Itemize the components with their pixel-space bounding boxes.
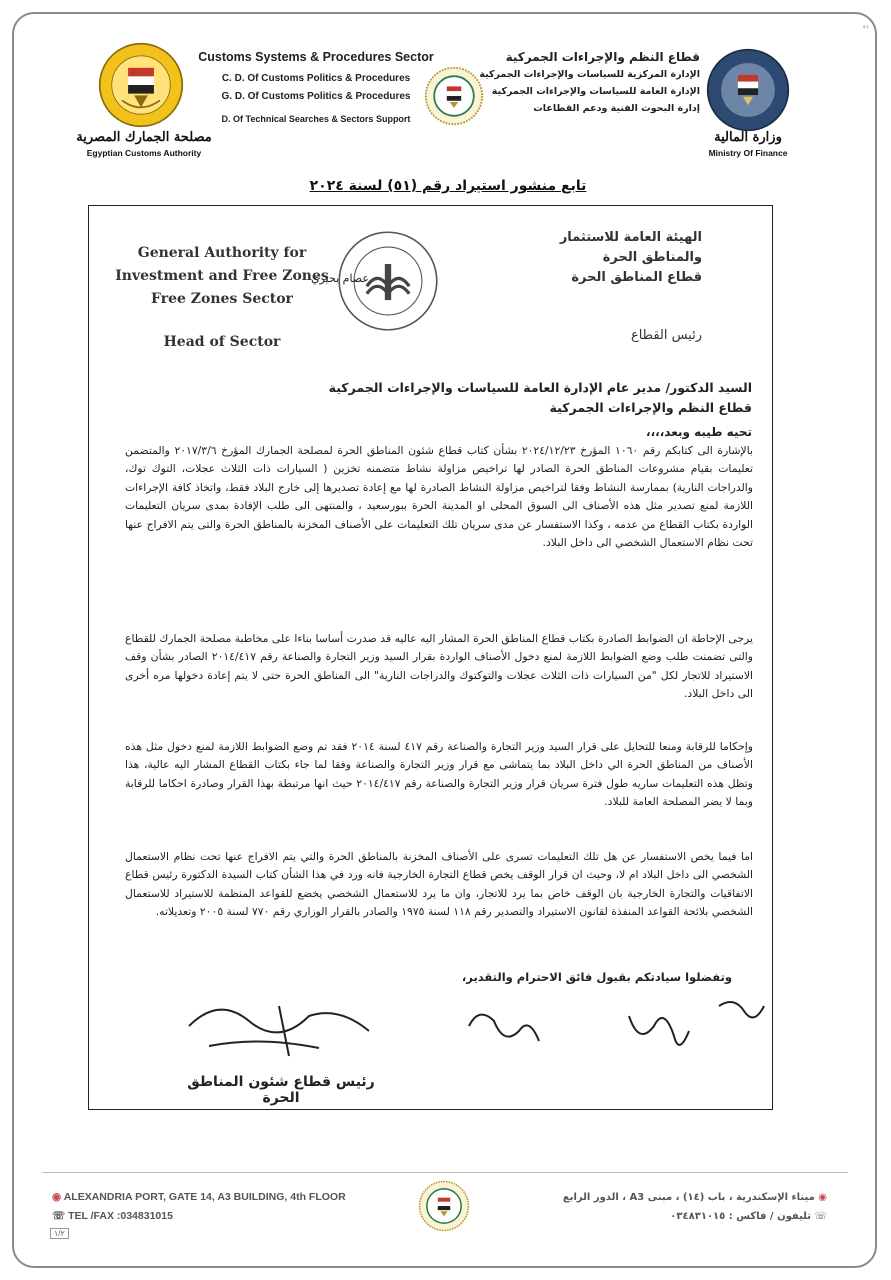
paragraph-1: بالإشارة الى كتابكم رقم ١٠٦٠ المؤرخ ٢٠٢٤/١٢/٢٣ بشأن كتاب قطاع شئون المناطق الحرة لمصلحة الجمارك المؤرخ ٢٠١٧/٣/٦ والمتضمن تعليمات بقيام مشروعات المناطق الحرة الصادر لها تراخيص مزاولة نشاط متضمنه تخزين ( السيارات ذات الثلاث عجلات، التوك توك، والدراجات النارية) بممارسة النشاط وفقا لتراخيص مزاولة النشاط الصادرة لها مع إعادة تصديرها إلى خارج البلاد فقط، واتخاذ كافة الإجراءات اللازمة لمنع تصدير مثل هذه الأصناف الى السوق المحلى او المدينة الحرة ببورسعيد ، والمنتهى الى طلب الإفادة بمدى سريان التعليمات الواردة بكتاب القطاع من عدمه ، وكذا الاستفسار عن مدى سريان تلك التعليمات على الأصناف المخزنة بالمناطق الحرة والتى يتم الافراج عنها تحت نظام الاستعمال الشخصي الى داخل البلاد. [125, 444, 753, 550]
signer-name: عصام بحيري [311, 272, 369, 285]
signature-2 [469, 1015, 539, 1041]
sector-name-en: Customs Systems & Procedures Sector [198, 50, 434, 64]
footer-arabic [527, 1188, 827, 1226]
corner-mark: ‹‹ [862, 22, 869, 31]
phone-icon-ar: ☏ [814, 1211, 827, 1222]
phone-icon: ☏ [52, 1210, 66, 1222]
letterhead-en-line-2: Investment and Free Zones [115, 268, 329, 284]
addressee [132, 378, 752, 418]
general-department-ar: الإدارة العامة للسياسات والإجراءات الجمركية [491, 86, 700, 97]
ministry-name-en: Ministry Of Finance [708, 148, 788, 158]
central-department-ar: الإدارة المركزية للسياسات والإجراءات الجمركية [479, 69, 700, 80]
page-number: ١/٢ [50, 1228, 69, 1239]
head-of-sector-en: Head of Sector [163, 334, 281, 350]
letterhead-ar-line-2: والمناطق الحرة [602, 250, 702, 265]
scanned-letter [88, 205, 773, 1110]
paragraph-4: اما فيما يخص الاستفسار عن هل تلك التعليمات تسرى على الأصناف المخزنة بالمناطق الحرة والتي يتم الافراج عنها تحت نظام الاستعمال الشخصي الى داخل البلاد ام لا، وحيث ان قرار الوقف يخص قطاع التجارة الخارجية فانه ورد في هذا الشأن كتاب السيدة الدكتورة رئيس قطاع الاتفاقيات والتجارة الخارجية بان الوقف خاص بما يرد للاتجار، وان ما يرد للاستعمال الشخصي يخضع للقواعد المنظمة للاستيراد للاستعمال الشخصي بلائحة القواعد المنفذة لقانون الاستيراد والتصدير رقم ١١٨ لسنة ١٩٧٥ والصادر بالقرار الوزاري رقم ٧٧٠ لسنة ٢٠٠٥ وتعديلاته. [125, 850, 753, 919]
circular-title: تابع منشور استيراد رقم (٥١) لسنة ٢٠٢٤ [309, 178, 587, 194]
letterhead-english [107, 242, 337, 354]
closing-line: وتفضلوا سيادتكم بقبول فائق الاحترام والتقدير، [461, 970, 732, 984]
signer-title: رئيس قطاع شئون المناطق الحرة [187, 1074, 375, 1106]
ministry-name-ar: وزارة المالية [714, 130, 782, 145]
letterhead-arabic [522, 228, 702, 346]
customs-authority-name-en: Egyptian Customs Authority [86, 148, 202, 158]
sector-name-ar: قطاع النظم والإجراءات الجمركية [505, 50, 700, 64]
addressee-line-2: قطاع النظم والإجراءات الجمركية [549, 400, 752, 415]
technical-department-ar: إدارة البحوث الفنية ودعم القطاعات [533, 103, 700, 114]
addressee-line-1: السيد الدكتور/ مدير عام الإدارة العامة للسياسات والإجراءات الجمركية [328, 380, 752, 395]
footer-address-ar: ميناء الإسكندرية ، باب (١٤) ، مبنى A3 ، الدور الرابع [562, 1192, 815, 1203]
ministry-of-finance-logo [706, 48, 790, 132]
central-department-en: C. D. Of Customs Politics & Procedures [221, 73, 411, 84]
customs-authority-name-ar: مصلحة الجمارك المصرية [76, 130, 212, 145]
signature-3 [629, 1016, 689, 1045]
footer-address-en: ALEXANDRIA PORT, GATE 14, A3 BUILDING, 4th FLOOR [63, 1191, 346, 1203]
signature-4 [719, 1002, 764, 1017]
letterhead-ar-line-1: الهيئة العامة للاستثمار [559, 230, 702, 245]
paragraph-2: يرجى الإحاطة ان الضوابط الصادرة بكتاب قطاع المناطق الحرة المشار اليه عاليه قد صدرت أساسا بناءا على مخاطبة مصلحة الجمارك للقطاع والتى تضمنت طلب وضع الضوابط اللازمة لمنع دخول الأصناف الواردة بقرار السيد وزير التجارة والصناعة رقم ٢٠١٤/٤١٧ الصادر بشأن وقف الاستيراد للاتجار لكل "من السيارات ذات الثلاث عجلات والتوكتوك والدراجات النارية" الى المناطق الحرة حتى لا يتم إعادة دخولها مره أخرى الى داخل البلاد. [125, 632, 753, 701]
paragraph-3: وإحكاما للرقابة ومنعا للتحايل على قرار السيد وزير التجارة والصناعة رقم ٤١٧ لسنة ٢٠١٤ فقد تم وضع الضوابط اللازمة لمنع دخول مثل هذه الأصناف من المناطق الحرة الي داخل البلاد بما يتماشى مع قرار وزير التجارة والصناعة وفقا لما جاء بكتاب القطاع المشار اليه عالية، هذا وتظل هذه التعليمات ساريه طول فترة سريان قرار وزير التجارة والصناعة رقم ٢٠١٤/٤١٧ حيث انها مرتبطة بهذا القرار وصادرة احكاما للرقابة وبما لا يضر المصلحة العامة للبلاد. [125, 740, 753, 809]
greeting: تحيه طيبه وبعد،،،، [646, 425, 752, 439]
letterhead-en-line-3: Free Zones Sector [151, 291, 293, 307]
footer-tel-en: TEL /FAX :034831015 [68, 1210, 173, 1222]
letterhead-en-line-1: General Authority for [137, 245, 307, 261]
footer-tel-ar: تليفون / فاكس : ٠٣٤٨٣١٠١٥ [670, 1211, 811, 1222]
header-english-block [196, 50, 436, 128]
location-pin-icon: ◉ [52, 1191, 62, 1203]
technical-department-en: D. Of Technical Searches & Sectors Support [221, 114, 411, 124]
footer-divider [42, 1172, 848, 1173]
letterhead-ar-line-3: قطاع المناطق الحرة [571, 270, 702, 285]
main-signature [189, 1006, 369, 1056]
footer-emblem [418, 1180, 470, 1232]
location-pin-icon-ar: ◉ [818, 1192, 827, 1203]
header-arabic-block [470, 50, 700, 117]
general-department-en: G. D. Of Customs Politics & Procedures [221, 91, 411, 102]
footer-english [52, 1188, 346, 1226]
head-of-sector-ar: رئيس القطاع [630, 328, 702, 343]
customs-authority-logo [98, 42, 184, 128]
